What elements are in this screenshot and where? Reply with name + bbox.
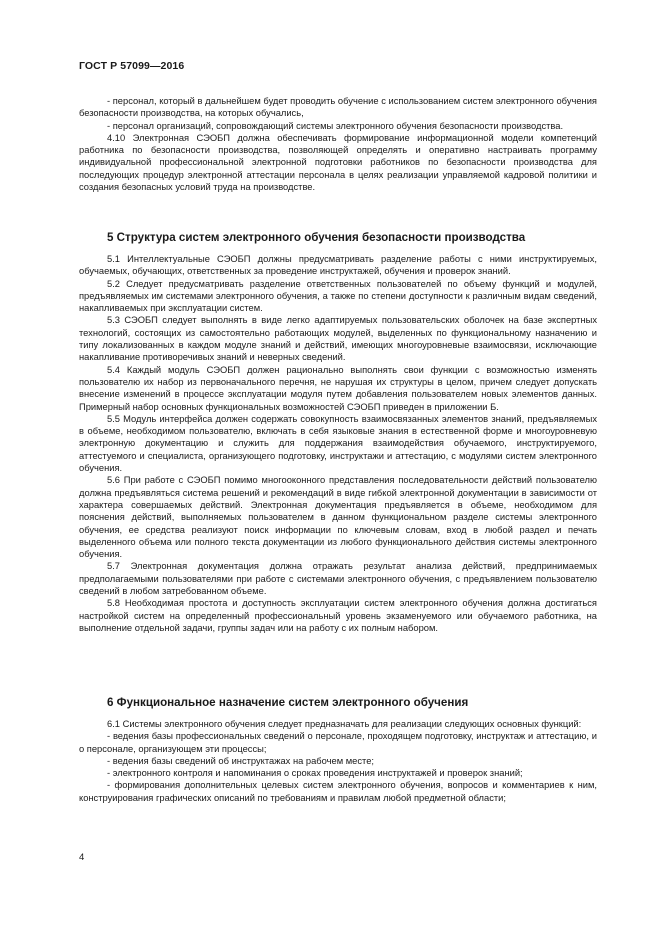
- section-6-text-block: [79, 718, 597, 804]
- paragraph: - персонал организаций, сопровождающий системы электронного обучения безопасности производства.: [107, 120, 564, 131]
- paragraph: 5.4 Каждый модуль СЭОБП должен рационально выполнять свои функции с возможностью изменять пользователю их набор из первоначального перечня, не нарушая их структуры в целом, причем следует допускать внесение изменений в процессе эксплуатации модуля путем добавления пользователем новых элементов данных. Примерный набор основных функциональных возможностей СЭОБП приведен в приложении Б.: [79, 364, 597, 412]
- paragraph: 4.10 Электронная СЭОБП должна обеспечивать формирование информационной модели компетенций работника по безопасности производства, позволяющей определять и оперативно настраивать программу индивидуальной профессиональной электронной подготовки работников по безопасности производства для последующих процедур электронной аттестации персонала в целях реализации управляемой кадровой политики и создания безопасных условий труда на производстве.: [79, 132, 597, 193]
- paragraph: 5.8 Необходимая простота и доступность эксплуатации систем электронного обучения должна достигаться настройкой систем на определенный профессиональный уровень экзаменуемого или обучаемого работника, на выполнение отдельной задачи, группы задач или на работу с их полным набором.: [79, 598, 597, 633]
- paragraph: 5.3 СЭОБП следует выполнять в виде легко адаптируемых пользовательских оболочек на базе экспертных технологий, состоящих из самостоятельно работающих модулей, выделенных по функциональному назначению и типу локализованных в каждом модуле знаний и действий, имеющих многоуровневые взаимосвязи, исключающие накапливание противоречивых знаний и неверных сведений.: [79, 315, 597, 363]
- paragraph: 5.1 Интеллектуальные СЭОБП должны предусматривать разделение работы с ними инструктируемых, обучаемых, обучающих, ответственных за проведение инструктажей, обучения и проверок знаний.: [79, 254, 597, 277]
- list-item: - электронного контроля и напоминания о сроках проведения инструктажей и проверок знаний;: [107, 768, 523, 779]
- section-5-heading-wrap: [79, 231, 597, 245]
- document-id-header: ГОСТ Р 57099—2016: [79, 60, 185, 72]
- section-6-heading-wrap: [79, 696, 597, 710]
- paragraph: 5.5 Модуль интерфейса должен содержать совокупность взаимосвязанных элементов знаний, предъявляемых в объеме, необходимом пользователю, включать в себя языковые знания в естественной форме и многоуровневую электронную документацию и служить для поддержания взаимодействия обучаемого, инструктируемого, аттестуемого и специалиста, организующего подготовку, инструктажи и аттестацию, с модулями систем электронного обучения.: [79, 413, 597, 474]
- paragraph: - персонал, который в дальнейшем будет проводить обучение с использованием систем электронного обучения безопасности производства, на которых обучались,: [79, 96, 597, 119]
- list-item: - формирования дополнительных целевых систем электронного обучения, вопросов и комментариев к ним, конструирования графических описаний по требованиям и правилам любой предметной области;: [79, 780, 597, 803]
- section-5-title: 5 Структура систем электронного обучения безопасности производства: [107, 231, 526, 244]
- list-item: - ведения базы сведений об инструктажах на рабочем месте;: [107, 755, 374, 766]
- paragraph: 5.2 Следует предусматривать разделение ответственных пользователей по объему функций и модулей, предъявляемых им системами электронного обучения, а также по степени доступности к различным видам сведений, накапливаемых при эксплуатации систем.: [79, 278, 597, 314]
- list-item: - ведения базы профессиональных сведений о персонале, проходящем подготовку, инструктаж и аттестацию, и о персонале, организующем эти процессы;: [79, 731, 597, 754]
- paragraph: 5.7 Электронная документация должна отражать результат анализа действий, предпринимаемых предполагаемыми пользователями при работе с системами электронного обучения, с предъявлением пользователю сведений в любом затребованном объеме.: [79, 561, 597, 597]
- section-5-text-block: [79, 253, 597, 634]
- intro-text-block: [79, 95, 597, 193]
- section-6-title: 6 Функциональное назначение систем электронного обучения: [107, 696, 469, 709]
- paragraph: 6.1 Системы электронного обучения следует предназначать для реализации следующих основных функций:: [107, 719, 582, 729]
- page-number: 4: [79, 852, 85, 863]
- paragraph: 5.6 При работе с СЭОБП помимо многооконного представления последовательности действий пользователю должна предъявляться система решений и рекомендаций в виде гибкой электронной документации в зависимости от характера совершаемых действий. Электронная документация предъявляется в объеме, необходимом для пояснения действий, выполняемых пользователем в данном функциональном разделе системы электронного обучения, ее средства реализуют поиск информации по ключевым словам, вход в любой раздел и печать выделенного объема или полного текста документации из любого функционального действия системы электронного обучения.: [79, 475, 597, 560]
